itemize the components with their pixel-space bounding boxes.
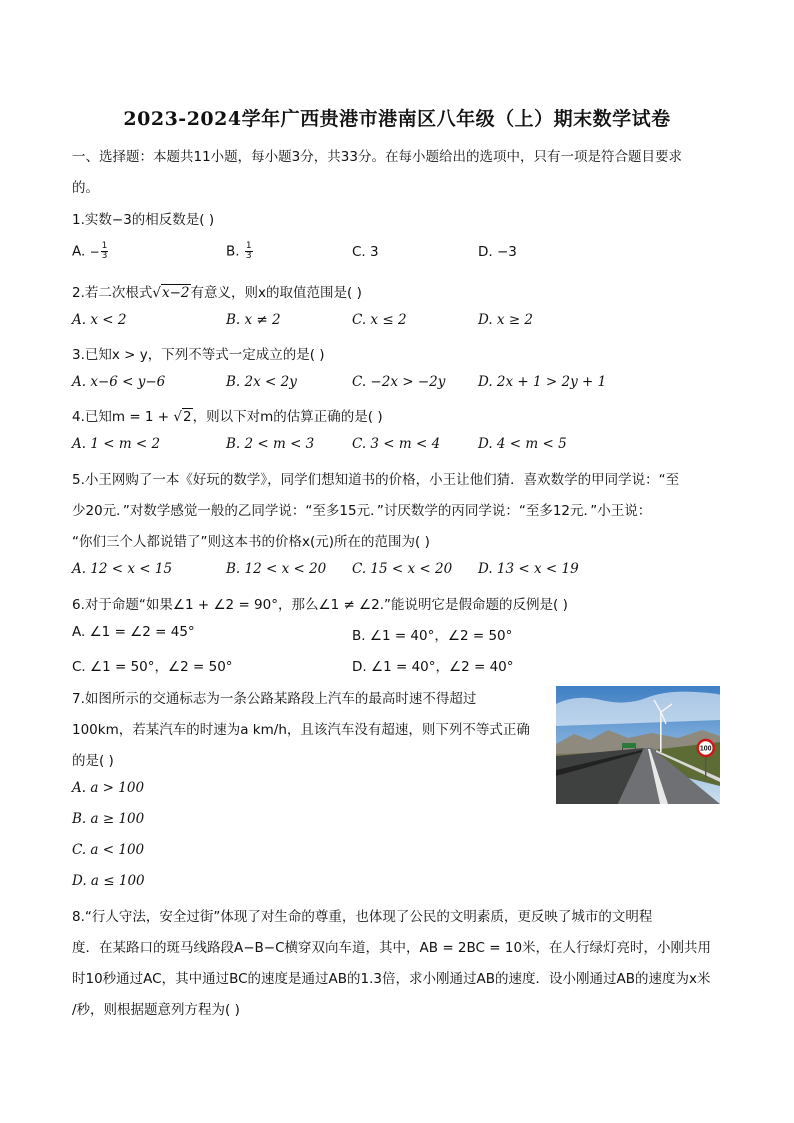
page-title: 2023-2024学年广西贵港市港南区八年级（上）期末数学试卷 [123,108,671,130]
q7-option-a: A. a > 100 [72,780,145,796]
q1-option-c: C. 3 [352,244,379,260]
q7-option-d: D. a ≤ 100 [72,873,145,889]
q2-option-c: C. x ≤ 2 [352,312,407,328]
question-7-stem-cont: 的是( ) [72,753,114,769]
q3-option-c: C. −2x > −2y [352,374,446,390]
q4-option-b: B. 2 < m < 3 [226,436,315,452]
q4-option-d: D. 4 < m < 5 [478,436,567,452]
question-5-stem-cont: 少20元．”对数学感觉一般的乙同学说：“至多15元．”讨厌数学的丙同学说：“至多12元．”小王说： [72,503,652,519]
q6-option-a: A. ∠1 = ∠2 = 45° [72,624,195,640]
q2-option-b: B. x ≠ 2 [226,312,281,328]
section-instruction: 一、选择题：本题共11小题，每小题3分，共33分。在每小题给出的选项中，只有一项是符合题目要求 [72,149,682,165]
question-4-stem: 4.已知m = 1 + √2，则以下对m的估算正确的是( ) [72,409,383,425]
q1-option-d: D. −3 [478,244,517,260]
q1-option-a: A. − $\frac{1}{3}$ [72,241,108,261]
question-5-stem-cont: “你们三个人都说错了”则这本书的价格x(元)所在的范围为( ) [72,534,430,550]
question-7-stem-cont: 100km，若某汽车的时速为a km/h，且该汽车没有超速，则下列不等式正确 [72,722,530,738]
q3-option-d: D. 2x + 1 > 2y + 1 [478,374,607,390]
q5-option-a: A. 12 < x < 15 [72,561,173,577]
highway-photo-svg [556,686,720,804]
q2-option-a: A. x < 2 [72,312,127,328]
question-8-stem: 8.“行人守法，安全过街”体现了对生命的尊重，也体现了公民的文明素质，更反映了城市的文明程 [72,909,653,925]
question-8-stem-cont: /秒，则根据题意列方程为( ) [72,1002,240,1018]
question-1-stem: 1.实数−3的相反数是( ) [72,212,215,228]
q6-option-c: C. ∠1 = 50°，∠2 = 50° [72,659,233,675]
q1-option-b: B. $\frac{1}{3}$ [226,241,252,261]
q6-option-d: D. ∠1 = 40°，∠2 = 40° [352,659,514,675]
q2-option-d: D. x ≥ 2 [478,312,534,328]
q5-option-b: B. 12 < x < 20 [226,561,327,577]
question-3-stem: 3.已知x > y，下列不等式一定成立的是( ) [72,347,325,363]
q4-option-a: A. 1 < m < 2 [72,436,161,452]
q5-option-c: C. 15 < x < 20 [352,561,453,577]
q3-option-a: A. x−6 < y−6 [72,374,166,390]
section-instruction-cont: 的。 [72,180,99,196]
question-7-stem: 7.如图所示的交通标志为一条公路某路段上汽车的最高时速不得超过 [72,691,477,707]
question-5-stem: 5.小王网购了一本《好玩的数学》，同学们想知道书的价格，小王让他们猜．喜欢数学的甲同学说：“至 [72,472,680,488]
q5-option-d: D. 13 < x < 19 [478,561,579,577]
q4-option-c: C. 3 < m < 4 [352,436,441,452]
speed-limit-value: 100 [699,745,712,753]
question-6-stem: 6.对于命题“如果∠1 + ∠2 = 90°，那么∠1 ≠ ∠2.”能说明它是假命题的反例是( ) [72,597,568,613]
question-8-stem-cont: 度．在某路口的斑马线路段A−B−C横穿双向车道，其中，AB = 2BC = 10米，在人行绿灯亮时，小刚共用 [72,940,712,956]
highway-speed-limit-photo [556,686,720,804]
q7-option-b: B. a ≥ 100 [72,811,145,827]
q6-option-b: B. ∠1 = 40°，∠2 = 50° [352,628,513,644]
question-8-stem-cont: 时10秒通过AC，其中通过BC的速度是通过AB的1.3倍，求小刚通过AB的速度．设小刚通过AB的速度为x米 [72,971,711,987]
question-2-stem: 2.若二次根式√x−2有意义，则x的取值范围是( ) [72,285,362,301]
q3-option-b: B. 2x < 2y [226,374,297,390]
q7-option-c: C. a < 100 [72,842,145,858]
